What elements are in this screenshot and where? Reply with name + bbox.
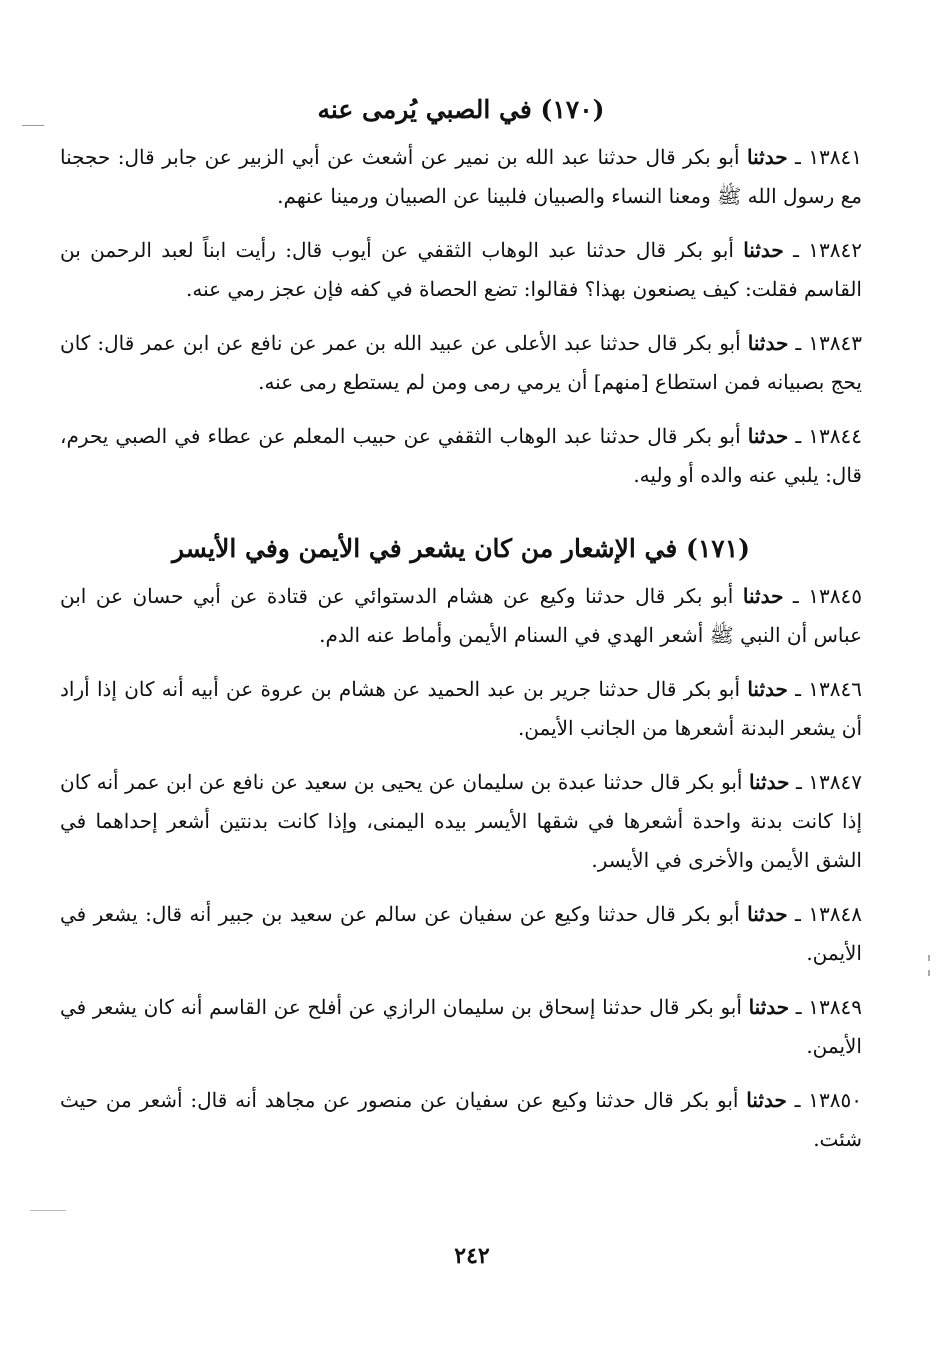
hadith-number: ١٣٨٤٩ bbox=[808, 995, 863, 1019]
hadith-number: ١٣٨٤٦ bbox=[808, 677, 862, 701]
hadith-lead: حدثنا bbox=[747, 145, 788, 169]
hadith-lead: حدثنا bbox=[743, 238, 784, 262]
hadith-text: أبو بكر قال حدثنا وكيع عن سفيان عن سالم عن سعيد بن جبير أنه قال: يشعر في الأيمن. bbox=[60, 902, 862, 965]
hadith-paragraph: ١٣٨٤١ ـ حدثنا أبو بكر قال حدثنا عبد الله بن نمير عن أشعث عن أبي الزبير عن جابر قال: حججنا مع رسول الله ﷺ ومعنا النساء والصبيان فلبينا عن الصبيان ورمينا عنهم. bbox=[60, 145, 863, 208]
hadith-paragraph: ١٣٨٤٧ ـ حدثنا أبو بكر قال حدثنا عبدة بن سليمان عن يحيى بن سعيد عن نافع عن ابن عمر أنه كان إذا كانت بدنة واحدة أشعرها في شقها الأيسر بيده اليمنى، وإذا كانت بدنتين أشعر إحداهما في الشق الأيمن والأخرى في الأيسر. bbox=[60, 770, 863, 872]
hadith-lead: حدثنا bbox=[748, 995, 790, 1019]
hadith-number: ١٣٨٤٥ bbox=[808, 584, 863, 608]
hadith-text: أبو بكر قال حدثنا عبد الوهاب الثقفي عن أيوب قال: رأيت ابناً لعبد الرحمن بن القاسم فقلت: كيف يصنعون بهذا؟ فقالوا: تضع الحصاة في كفه فإن عجز رمي عنه. bbox=[60, 238, 862, 301]
chapter-title: (١٧١) في الإشعار من كان يشعر في الأيمن وفي الأيسر bbox=[172, 534, 750, 563]
hadith-lead: حدثنا bbox=[747, 424, 789, 448]
hadith-paragraph: ١٣٨٤٢ ـ حدثنا أبو بكر قال حدثنا عبد الوهاب الثقفي عن أيوب قال: رأيت ابناً لعبد الرحمن بن القاسم فقلت: كيف يصنعون بهذا؟ فقالوا: تضع الحصاة في كفه فإن عجز رمي عنه. bbox=[60, 238, 862, 301]
hadith-number: ١٣٨٤٧ bbox=[808, 770, 863, 794]
chapter-title: (١٧٠) في الصبي يُرمى عنه bbox=[317, 95, 605, 124]
hadith-text: أبو بكر قال حدثنا جرير بن عبد الحميد عن هشام بن عروة عن أبيه أنه كان إذا أراد أن يشعر البدنة أشعرها من الجانب الأيمن. bbox=[60, 677, 862, 740]
hadith-text: أبو بكر قال حدثنا عبدة بن سليمان عن يحيى بن سعيد عن نافع عن ابن عمر أنه كان إذا كانت بدنة واحدة أشعرها في شقها الأيسر بيده اليمنى، وإذا كانت بدنتين أشعر إحداهما في الشق الأيمن والأخرى في الأيسر. bbox=[60, 770, 862, 872]
page-body bbox=[60, 90, 862, 1174]
hadith-number: ١٣٨٤٤ bbox=[808, 424, 863, 448]
page-number: ٢٤٢ bbox=[454, 1243, 490, 1269]
hadith-text: أبو بكر قال حدثنا عبد الله بن نمير عن أشعث عن أبي الزبير عن جابر قال: حججنا مع رسول الله ﷺ ومعنا النساء والصبيان فلبينا عن الصبيان ورمينا عنهم. bbox=[60, 145, 862, 208]
hadith-paragraph: ١٣٨٤٩ ـ حدثنا أبو بكر قال حدثنا إسحاق بن سليمان الرازي عن أفلح عن القاسم أنه كان يشعر في الأيمن. bbox=[60, 995, 863, 1058]
hadith-lead: حدثنا bbox=[748, 770, 790, 794]
hadith-paragraph: ١٣٨٤٨ ـ حدثنا أبو بكر قال حدثنا وكيع عن سفيان عن سالم عن سعيد بن جبير أنه قال: يشعر في الأيمن. bbox=[60, 902, 863, 965]
hadith-paragraph: ١٣٨٤٥ ـ حدثنا أبو بكر قال حدثنا وكيع عن هشام الدستوائي عن قتادة عن أبي حسان عن ابن عباس أن النبي ﷺ أشعر الهدي في السنام الأيمن وأماط عنه الدم. bbox=[60, 584, 863, 647]
hadith-text: أبو بكر قال حدثنا وكيع عن هشام الدستوائي عن قتادة عن أبي حسان عن ابن عباس أن النبي ﷺ أشعر الهدي في السنام الأيمن وأماط عنه الدم. bbox=[60, 584, 862, 647]
hadith-lead: حدثنا bbox=[742, 584, 784, 608]
hadith-lead: حدثنا bbox=[747, 902, 788, 926]
hadith-paragraph: ١٣٨٥٠ ـ حدثنا أبو بكر قال حدثنا وكيع عن سفيان عن منصور عن مجاهد أنه قال: أشعر من حيث شئت. bbox=[60, 1088, 863, 1151]
hadith-text: أبو بكر قال حدثنا عبد الوهاب الثقفي عن حبيب المعلم عن عطاء في الصبي يحرم، قال: يلبي عنه والده أو وليه. bbox=[60, 424, 862, 487]
hadith-number: ١٣٨٤٨ bbox=[808, 902, 863, 926]
scan-speck bbox=[928, 970, 930, 976]
hadith-text: أبو بكر قال حدثنا عبد الأعلى عن عبيد الله بن عمر عن نافع عن ابن عمر قال: كان يحج بصبيانه فمن استطاع [منهم] أن يرمي رمى ومن لم يستطع رمى عنه. bbox=[60, 331, 862, 394]
hadith-number: ١٣٨٥٠ bbox=[808, 1088, 863, 1112]
margin-mark bbox=[30, 1210, 66, 1211]
hadith-paragraph: ١٣٨٤٣ ـ حدثنا أبو بكر قال حدثنا عبد الأعلى عن عبيد الله بن عمر عن نافع عن ابن عمر قال: كان يحج بصبيانه فمن استطاع [منهم] أن يرمي رمى ومن لم يستطع رمى عنه. bbox=[60, 331, 862, 394]
hadith-lead: حدثنا bbox=[747, 677, 788, 701]
hadith-paragraph: ١٣٨٤٤ ـ حدثنا أبو بكر قال حدثنا عبد الوهاب الثقفي عن حبيب المعلم عن عطاء في الصبي يحرم، قال: يلبي عنه والده أو وليه. bbox=[60, 424, 863, 487]
hadith-number: ١٣٨٤٣ bbox=[808, 331, 862, 355]
margin-mark bbox=[22, 125, 44, 126]
hadith-number: ١٣٨٤٢ bbox=[808, 238, 862, 262]
hadith-lead: حدثنا bbox=[746, 1088, 787, 1112]
scan-speck bbox=[928, 955, 930, 961]
hadith-lead: حدثنا bbox=[747, 331, 789, 355]
hadith-text: أبو بكر قال حدثنا إسحاق بن سليمان الرازي عن أفلح عن القاسم أنه كان يشعر في الأيمن. bbox=[60, 995, 862, 1058]
hadith-paragraph: ١٣٨٤٦ ـ حدثنا أبو بكر قال حدثنا جرير بن عبد الحميد عن هشام بن عروة عن أبيه أنه كان إذا أراد أن يشعر البدنة أشعرها من الجانب الأيمن. bbox=[60, 677, 862, 740]
hadith-text: أبو بكر قال حدثنا وكيع عن سفيان عن منصور عن مجاهد أنه قال: أشعر من حيث شئت. bbox=[60, 1088, 862, 1151]
hadith-number: ١٣٨٤١ bbox=[808, 145, 863, 169]
